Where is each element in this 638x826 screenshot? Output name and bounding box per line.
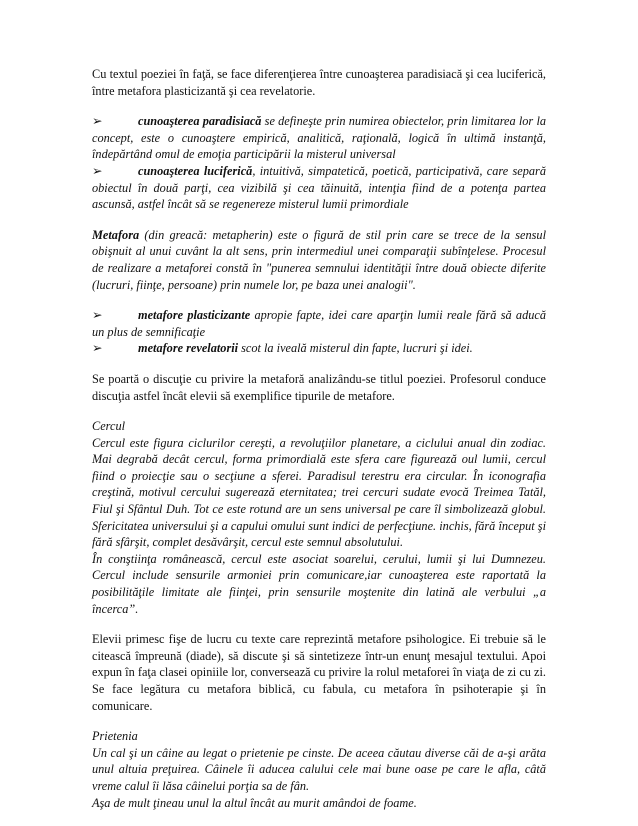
arrow-bullet-icon: ➢ bbox=[92, 114, 103, 129]
bullet-term: metafore revelatorii bbox=[138, 341, 239, 356]
intro-paragraph: Cu textul poeziei în faţă, se face diferenţierea între cunoaşterea paradisiacă şi cea luciferică, între metafora plasticizantă şi cea revelatorie. bbox=[92, 67, 546, 98]
prietenia-text-2: Aşa de mult ţineau unul la altul încât au murit amândoi de foame. bbox=[92, 795, 417, 810]
bullet-item-plasticizante bbox=[92, 307, 546, 340]
discussion-paragraph: Se poartă o discuţie cu privire la metaforă analizându-se titlul poeziei. Profesorul conduce discuţia astfel încât elevii să exemplifice tipurile de metafore. bbox=[92, 371, 546, 403]
bullet-text: scot la iveală misterul din fapte, lucruri şi idei. bbox=[238, 341, 473, 356]
prietenia-section bbox=[92, 728, 546, 811]
arrow-bullet-icon: ➢ bbox=[92, 163, 103, 178]
cercul-title: Cercul bbox=[92, 419, 126, 434]
cercul-text-2: În conştiinţa românească, cercul este asociat soarelui, cerului, lumii şi lui Dumnezeu. Cercul include sensurile armoniei prin comunicare,iar cunoaşterea este raportată la posibilităţile limitate ale fiinţei, prin sensurile moştenite din latină ale verbului „a încerca”. bbox=[92, 551, 546, 616]
bullet-text: apropie fapte, idei care aparţin lumii reale fără să aducă un plus de semnificaţie bbox=[92, 308, 546, 339]
bullet-term: metafore plasticizante bbox=[138, 308, 251, 323]
arrow-bullet-icon: ➢ bbox=[92, 341, 103, 356]
cercul-section bbox=[92, 418, 546, 617]
bullet-item-revelatorii bbox=[92, 340, 546, 357]
cercul-text-1: Cercul este figura ciclurilor cereşti, a revoluţiilor planetare, a ciclului anual din zodiac. Mai degrabă decât cercul, forma primordială este sfera care figurează oul lumii, cercul fiind o proiecţie sau o secţiune a sferei. Paradisul terestru era circular. În iconografia creştină, motivul cercului sugerează eternitatea; trei cercuri sudate evocă Treimea Tatăl, Fiul şi Sfântul Duh. Tot ce este rotund are un sens universal pe care îl simbolizează globul. Sfericitatea universului şi a capului omului sunt indici de perfecţiune. inchis, fără început şi fără sfârşit, complet desăvârşit, cercul este semnul absolutului. bbox=[92, 435, 546, 550]
metafora-definition bbox=[92, 227, 546, 293]
bullet-text: , intuitivă, simpatetică, poetică, participativă, care separă obiectul în două parţi, cea vizibilă şi cea tăinuită, intenţia fiind de a potenţa partea ascunsă, astfel încât să se regenereze misterul lumii primordiale bbox=[92, 163, 546, 212]
bullet-item-luciferica bbox=[92, 163, 546, 213]
bullet-item-paradisiaca bbox=[92, 113, 546, 163]
arrow-bullet-icon: ➢ bbox=[92, 308, 103, 323]
bullet-text: se defineşte prin numirea obiectelor, prin limitarea lor la concept, este o cunoaştere empirică, analitică, raţională, logică în ultimă instanţă, îndepărtând omul de emoţia participării la misterul universal bbox=[92, 114, 547, 162]
metafora-term: Metafora bbox=[92, 227, 140, 242]
knowledge-bullet-list bbox=[92, 113, 546, 213]
worksheet-paragraph: Elevii primesc fişe de lucru cu texte care reprezintă metafore psihologice. Ei trebuie să le citească împreună (diade), să discute şi să sintetizeze într-un enunţ mesajul textului. Apoi expun în faţa clasei opiniile lor, conversează cu privire la rolul metaforei în viaţa de zi cu zi. Se face legătura cu metafora biblică, cu fabula, cu metafora în psihoterapie şi în comunicare. bbox=[92, 632, 546, 713]
prietenia-text-1: Un cal şi un câine au legat o prietenie pe cinste. De aceea căutau diverse căi de a-şi arăta unul altuia preţuirea. Câinele îi aducea calului cele mai bune oase pe care le afla, câtă vreme calul îi lăsa câinelui porţia sa de fân. bbox=[92, 745, 546, 793]
metafora-text: (din greacă: metapherin) este o figură de stil prin care se trece de la sensul obişnuit al unui cuvânt la alt sens, prin intermediul unei comparaţii subînţelese. Procesul de realizare a metaforei constă în "punerea semnului identităţii între două obiecte diferite (lucruri, fiinţe, persoane) prin numele lor, pe baza unei analogii". bbox=[92, 227, 546, 292]
prietenia-title: Prietenia bbox=[92, 729, 138, 744]
metaphor-types-list bbox=[92, 307, 546, 357]
bullet-term: cunoaşterea paradisiacă bbox=[138, 114, 262, 129]
bullet-term: cunoaşterea luciferică bbox=[138, 163, 253, 178]
